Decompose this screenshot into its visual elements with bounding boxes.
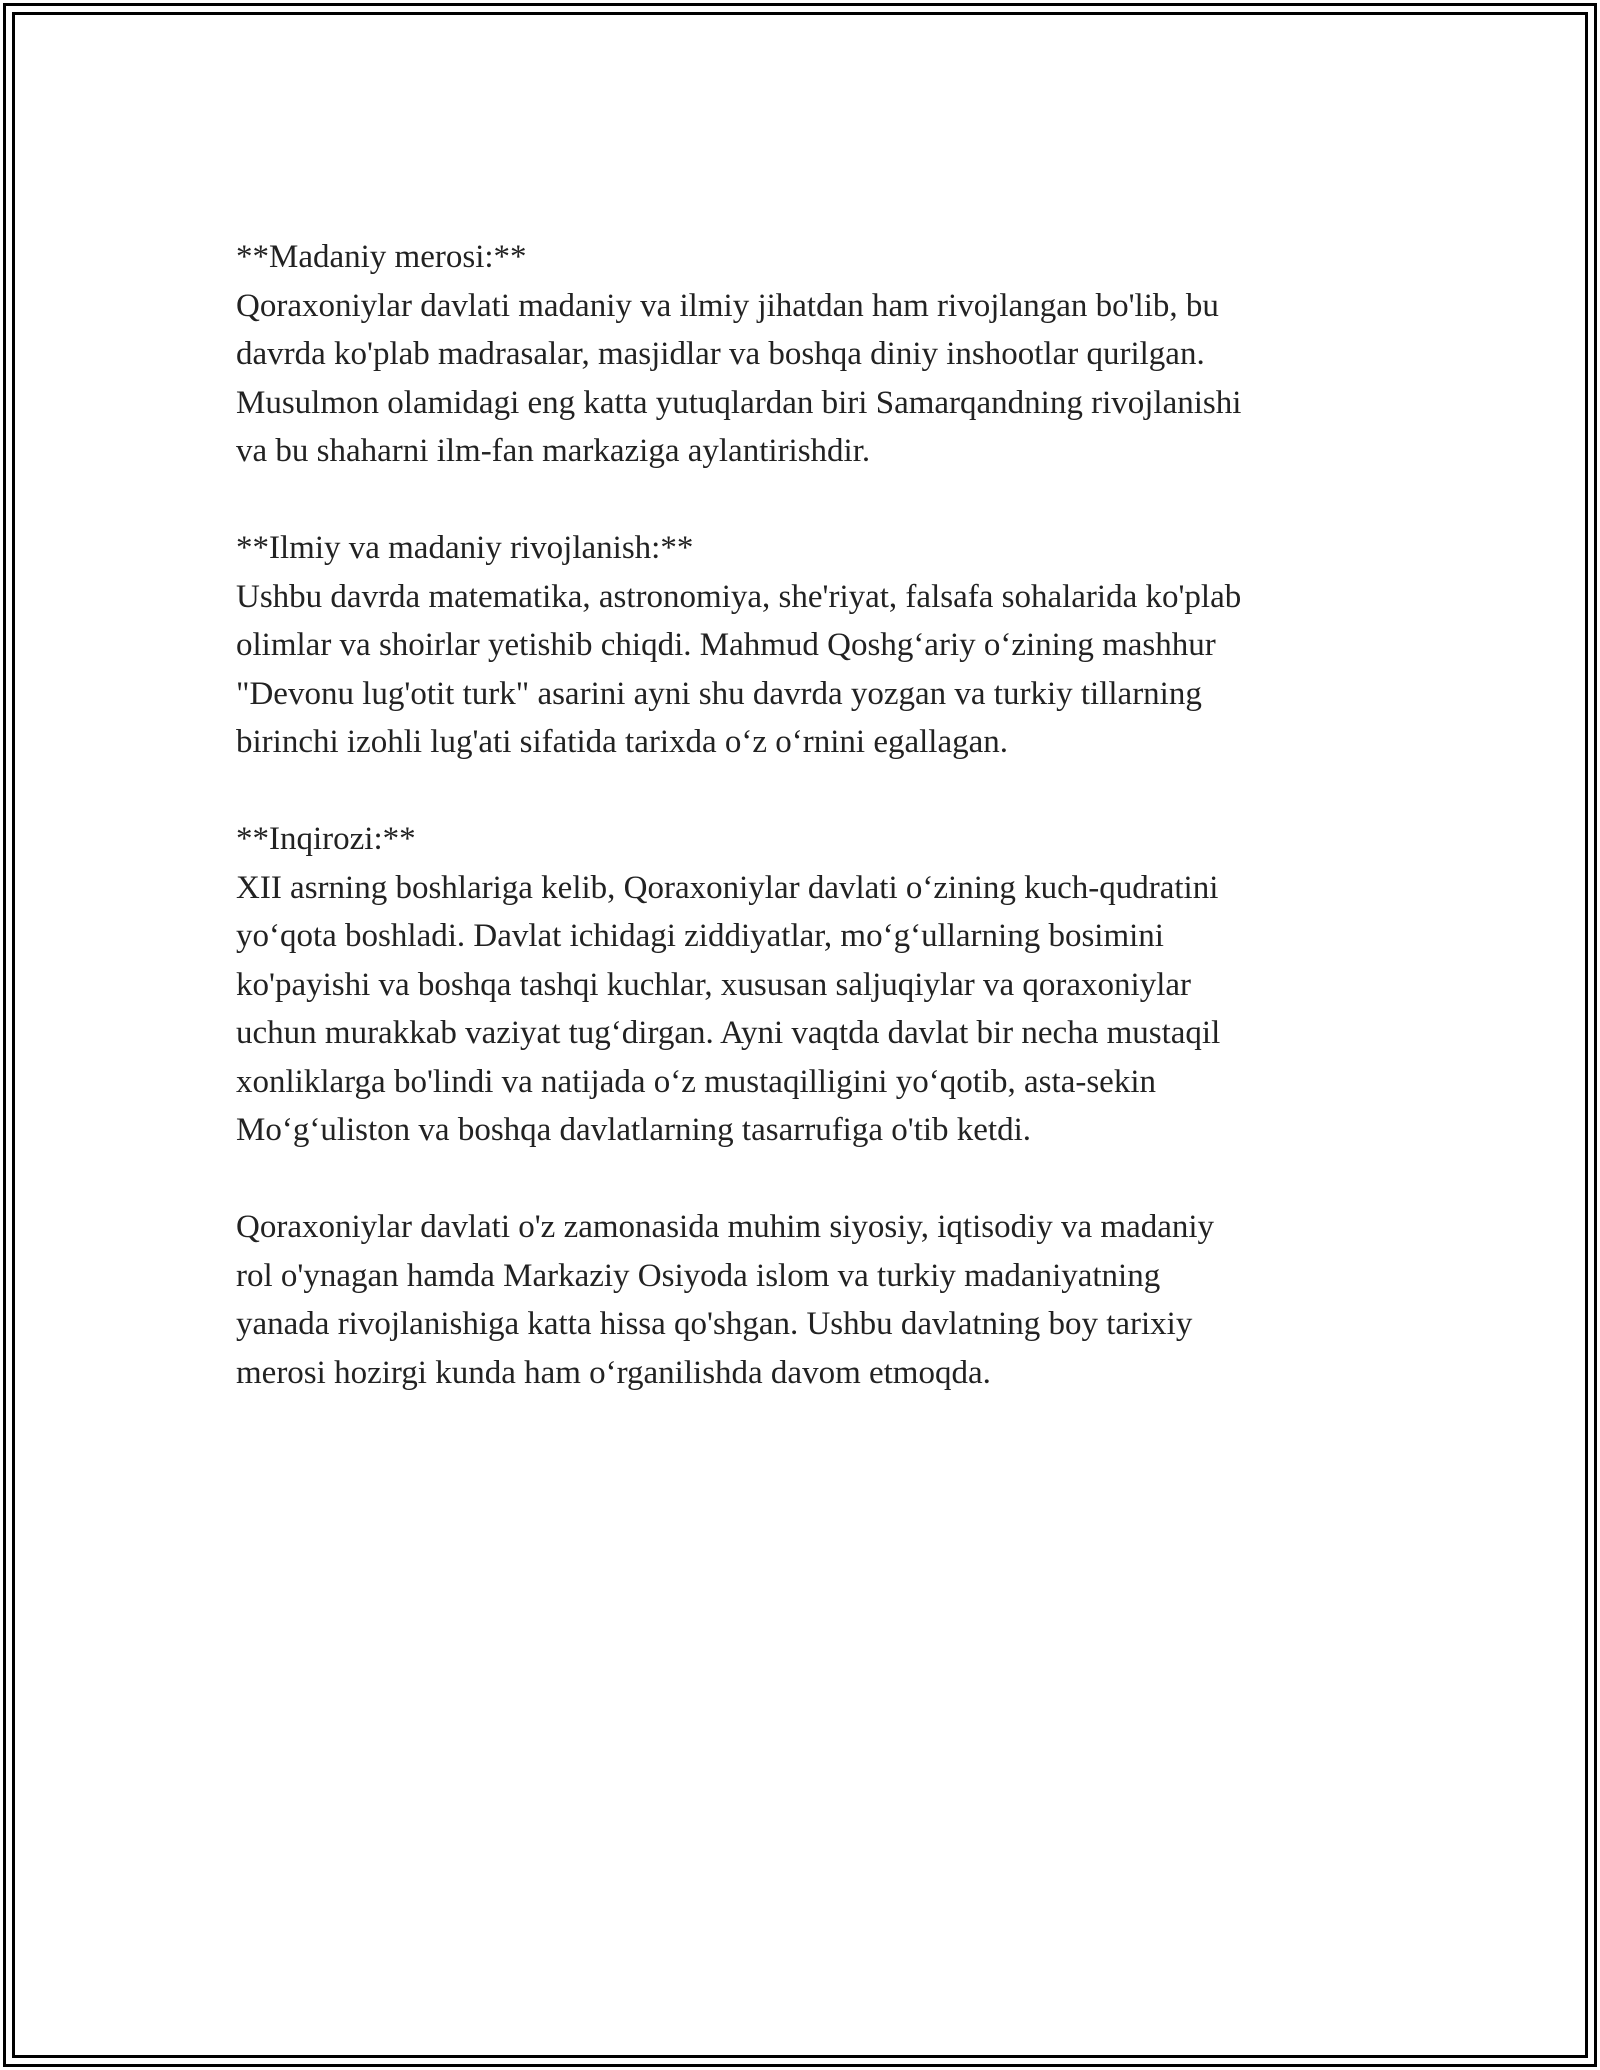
section-inqirozi [236, 815, 1376, 1155]
text-line: uchun murakkab vaziyat tug‘dirgan. Ayni vaqtda davlat bir necha mustaqil [236, 1015, 1221, 1051]
section-heading: **Ilmiy va madaniy rivojlanish:** [236, 530, 694, 566]
text-line: Musulmon olamidagi eng katta yutuqlardan biri Samarqandning rivojlanishi [236, 384, 1242, 421]
section-ilmiy-rivojlanish [236, 524, 1376, 767]
text-line: olimlar va shoirlar yetishib chiqdi. Mahmud Qoshg‘ariy o‘zining mashhur [236, 627, 1216, 663]
text-line: yanada rivojlanishiga katta hissa qo'shgan. Ushbu davlatning boy tarixiy [236, 1306, 1193, 1342]
text-line: Qoraxoniylar davlati o'z zamonasida muhim siyosiy, iqtisodiy va madaniy [236, 1209, 1215, 1245]
text-line: davrda ko'plab madrasalar, masjidlar va boshqa diniy inshootlar qurilgan. [236, 336, 1205, 372]
document-body [236, 233, 1376, 1446]
text-line: "Devonu lug'otit turk" asarini ayni shu davrda yozgan va turkiy tillarning [236, 675, 1202, 712]
text-line: XII asrning boshlariga kelib, Qoraxoniylar davlati o‘zining kuch-qudratini [236, 869, 1219, 906]
section-heading: **Inqirozi:** [236, 821, 416, 857]
text-line: merosi hozirgi kunda ham o‘rganilishda davom etmoqda. [236, 1354, 991, 1391]
text-line: xonliklarga bo'lindi va natijada o‘z mustaqilligini yo‘qotib, asta-sekin [236, 1063, 1156, 1100]
section-heading: **Madaniy merosi:** [236, 239, 527, 275]
text-line: rol o'ynagan hamda Markaziy Osiyoda islom va turkiy madaniyatning [236, 1257, 1161, 1294]
text-line: ko'payishi va boshqa tashqi kuchlar, xususan saljuqiylar va qoraxoniylar [236, 966, 1192, 1003]
text-line: Mo‘g‘uliston va boshqa davlatlarning tasarrufiga o'tib ketdi. [236, 1112, 1032, 1148]
section-conclusion [236, 1203, 1376, 1397]
text-line: birinchi izohli lug'ati sifatida tarixda o‘z o‘rnini egallagan. [236, 724, 1009, 760]
text-line: va bu shaharni ilm-fan markaziga aylantirishdir. [236, 433, 871, 469]
section-madaniy-merosi [236, 233, 1376, 476]
text-line: yo‘qota boshladi. Davlat ichidagi ziddiyatlar, mo‘g‘ullarning bosimini [236, 918, 1164, 954]
text-line: Ushbu davrda matematika, astronomiya, she'riyat, falsafa sohalarida ko'plab [236, 578, 1242, 615]
text-line: Qoraxoniylar davlati madaniy va ilmiy jihatdan ham rivojlangan bo'lib, bu [236, 287, 1219, 324]
